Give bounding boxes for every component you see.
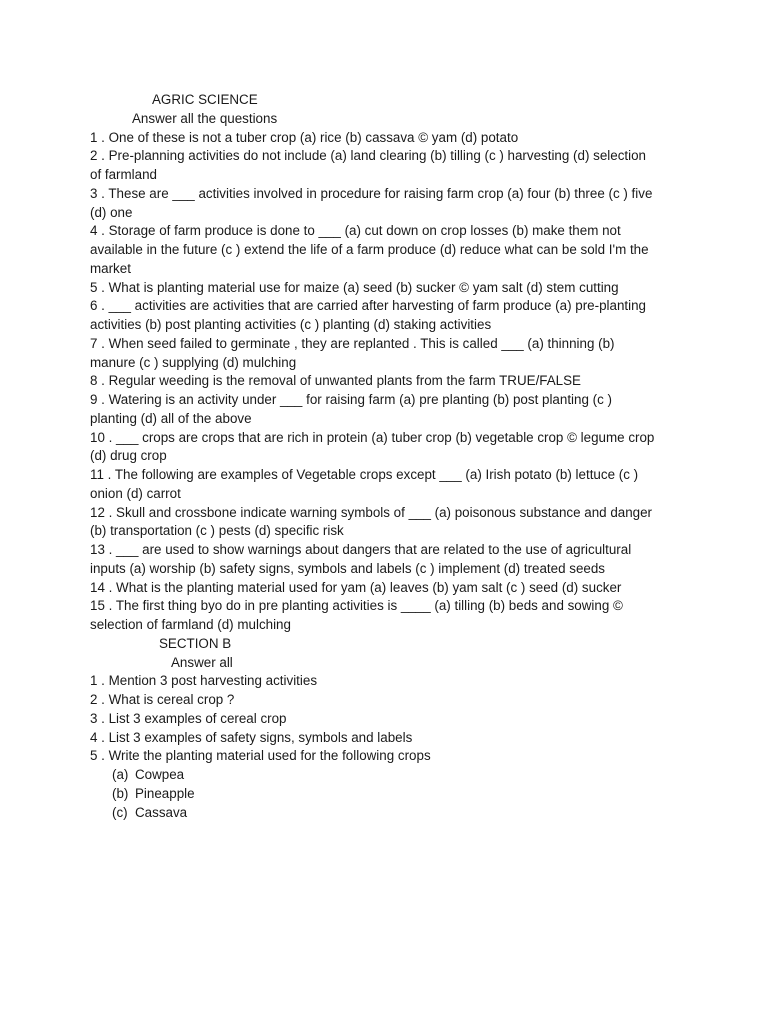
question-line: 4 . List 3 examples of safety signs, symbols and labels bbox=[90, 729, 413, 745]
question-line: 11 . The following are examples of Vegetable crops except ___ (a) Irish potato (b) lettuce (c ) bbox=[90, 467, 639, 482]
question-line: 15 . The first thing byo do in pre planting activities is ____ (a) tilling (b) beds and sowing © bbox=[90, 598, 623, 614]
question-line: 5 . Write the planting material used for the following crops bbox=[90, 748, 431, 764]
question-line: 8 . Regular weeding is the removal of unwanted plants from the farm TRUE/FALSE bbox=[90, 373, 581, 389]
question-line: 4 . Storage of farm produce is done to ___ (a) cut down on crop losses (b) make them not bbox=[90, 223, 621, 239]
question-line: 9 . Watering is an activity under ___ for raising farm (a) pre planting (b) post planting (c ) bbox=[90, 392, 612, 407]
question-line: 6 . ___ activities are activities that are carried after harvesting of farm produce (a) pre-planting bbox=[90, 298, 646, 314]
section-b-instruction: Answer all bbox=[171, 654, 233, 670]
question-line: 14 . What is the planting material used for yam (a) leaves (b) yam salt (c ) seed (d) sucker bbox=[90, 579, 622, 595]
question-line: 13 . ___ are used to show warnings about dangers that are related to the use of agricultural bbox=[90, 542, 632, 557]
question-line: onion (d) carrot bbox=[90, 485, 181, 501]
section-b-title: SECTION B bbox=[159, 635, 232, 651]
sub-item-label: (c) bbox=[112, 804, 128, 820]
question-line: market bbox=[90, 260, 131, 276]
document-title: AGRIC SCIENCE bbox=[152, 92, 258, 107]
question-line: 10 . ___ crops are crops that are rich in protein (a) tuber crop (b) vegetable crop © legume crop bbox=[90, 429, 655, 445]
question-line: activities (b) post planting activities (c ) planting (d) staking activities bbox=[90, 317, 492, 332]
sub-item-label: (b) bbox=[112, 785, 129, 801]
question-line: 7 . When seed failed to germinate , they are replanted . This is called ___ (a) thinning (b) bbox=[90, 335, 615, 351]
question-line: 2 . Pre-planning activities do not include (a) land clearing (b) tilling (c ) harvesting (d) selection bbox=[90, 148, 646, 164]
question-line: 1 . Mention 3 post harvesting activities bbox=[90, 673, 318, 689]
document-body bbox=[90, 91, 680, 822]
question-line: manure (c ) supplying (d) mulching bbox=[90, 354, 297, 370]
question-line: (d) one bbox=[90, 204, 133, 220]
sub-item-text: Pineapple bbox=[135, 785, 195, 801]
sub-item bbox=[90, 766, 680, 785]
question-line: 1 . One of these is not a tuber crop (a) rice (b) cassava © yam (d) potato bbox=[90, 129, 519, 145]
instruction-text: Answer all the questions bbox=[132, 110, 278, 126]
section-a bbox=[90, 129, 680, 635]
question-line: selection of farmland (d) mulching bbox=[90, 617, 291, 632]
question-line: available in the future (c ) extend the life of a farm produce (d) reduce what can be sold I'm the bbox=[90, 242, 649, 257]
question-line: inputs (a) worship (b) safety signs, symbols and labels (c ) implement (d) treated seeds bbox=[90, 560, 606, 576]
sub-item bbox=[90, 785, 680, 804]
question-line: 5 . What is planting material use for maize (a) seed (b) sucker © yam salt (d) stem cutting bbox=[90, 279, 619, 295]
sub-item-text: Cassava bbox=[135, 804, 188, 820]
question-line: 3 . List 3 examples of cereal crop bbox=[90, 710, 287, 726]
question-line: planting (d) all of the above bbox=[90, 410, 252, 426]
section-b bbox=[90, 672, 680, 766]
question-line: of farmland bbox=[90, 167, 157, 182]
sub-item-list bbox=[90, 766, 680, 822]
sub-item-text: Cowpea bbox=[135, 767, 185, 782]
sub-item bbox=[90, 804, 680, 823]
question-line: (d) drug crop bbox=[90, 448, 167, 464]
sub-item-label: (a) bbox=[112, 767, 129, 782]
question-line: (b) transportation (c ) pests (d) specific risk bbox=[90, 523, 344, 539]
question-line: 12 . Skull and crossbone indicate warning symbols of ___ (a) poisonous substance and danger bbox=[90, 504, 653, 520]
question-line: 2 . What is cereal crop ? bbox=[90, 692, 235, 707]
question-line: 3 . These are ___ activities involved in procedure for raising farm crop (a) four (b) three (c ) five bbox=[90, 185, 653, 201]
